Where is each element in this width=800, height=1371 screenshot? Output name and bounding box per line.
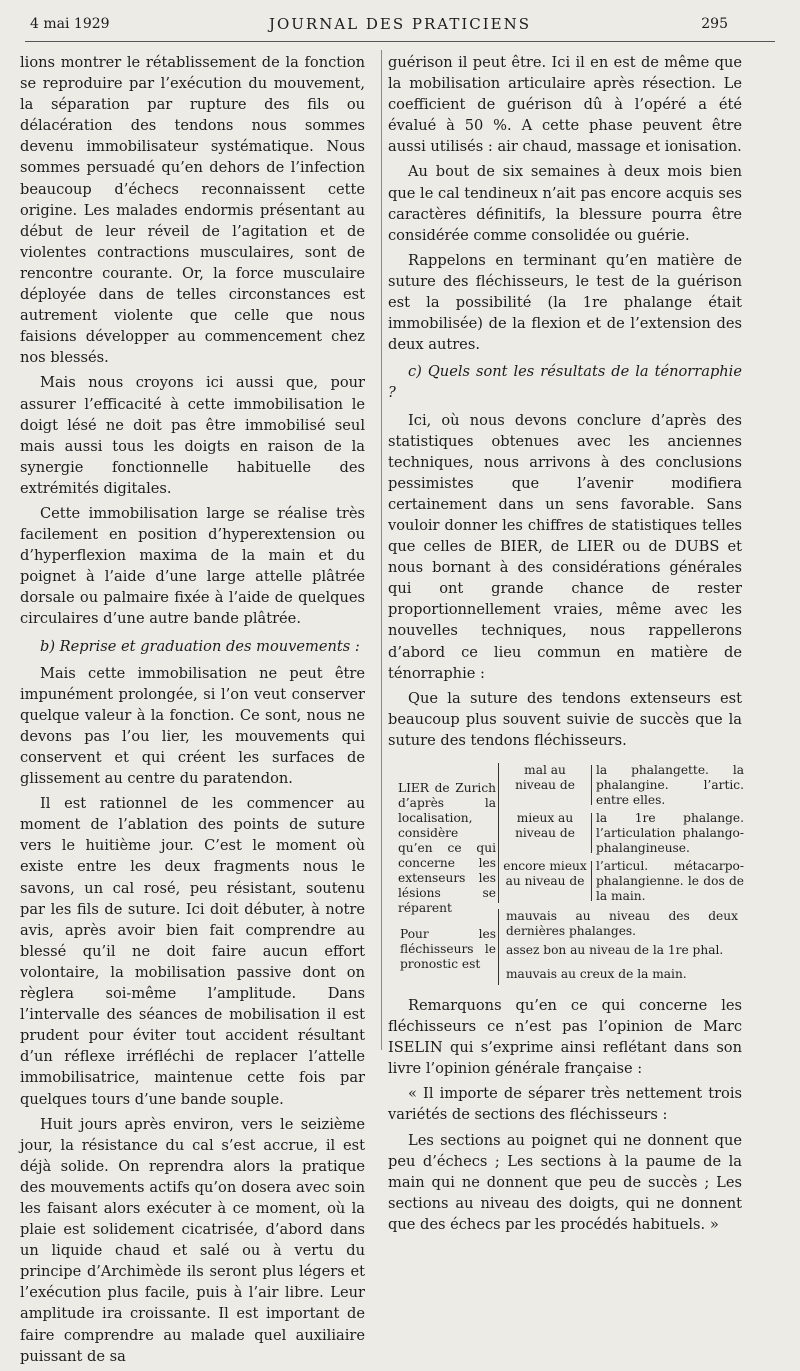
brace (591, 765, 592, 805)
table-row-left: mieux au niveau de (515, 811, 575, 840)
table-row-left: encore mieux au niveau de (503, 859, 587, 888)
flechisseur-row: mauvais au creux de la main. (506, 967, 687, 981)
paragraph: Ici, où nous devons conclure d’après des statistiques obtenues avec les anciennes techniques, nous arrivons à des conclusions pessimistes que l’avenir modifiera certainement dans un sens favorable. Sans vouloir donner les chiffres de statistiques telles que celles de BIER, de LIER ou de DUBS et nous bornant à des considérations générales qui ont grande chance de rester proportionnellement vraies, même avec les nouvelles techniques, nous rappellerons d’abord ce lieu commun en matière de ténorraphie : (388, 411, 742, 682)
paragraph: guérison il peut être. Ici il en est de même que la mobilisation articulaire après résection. Le coefficient de guérison dû à l’opéré a été évalué à 50 %. A cette phase peuvent être aussi utilisés : air chaud, massage et ionisation. (388, 54, 742, 156)
paragraph: Huit jours après environ, vers le seizième jour, la résistance du cal s’est accrue, il est déjà solide. On reprendra alors la pratique des mouvements actifs qu’on dosera avec soin les faisant alors exécuter à ce moment, où la plaie est solidement cicatrisée, d’abord dans un liquide chaud et salé ou à vertu du principe d’Archimède ils seront plus légers et l’exécution plus facile, puis à l’air libre. Leur amplitude ira croissante. Il est important de faire comprendre au malade quel auxiliaire puissant de sa (20, 1115, 365, 1365)
flechisseur-row: mauvais au niveau des deux dernières phalanges. (506, 909, 738, 938)
paragraph: Au bout de six semaines à deux mois bien que le cal tendineux n’ait pas encore acquis ses caractères définitifs, la blessure pourra être considérée comme consolidée ou guérie. (388, 163, 742, 244)
left-column (20, 52, 365, 1371)
right-column (388, 52, 742, 1239)
section-subtitle: c) Quels sont les résultats de la ténorraphie ? (388, 363, 742, 402)
pour-label: Pour les fléchisseurs le pronostic est (400, 927, 496, 971)
section-subtitle: b) Reprise et graduation des mouvements : (40, 637, 360, 655)
paragraph: Les sections au poignet qui ne donnent que peu d’échecs ; Les sections à la paume de la main qui ne donnent que peu de succès ; Les sections au niveau des doigts, qui ne donnent que des échecs par les procédés habituels. » (388, 1131, 742, 1233)
paragraph: Mais cette immobilisation ne peut être impunément prolongée, si l’on veut conserver quelque valeur à la fonction. Ce sont, nous ne devons pas l’ou lier, les mouvements qui conservent et qui créent les surfaces de glissement au centre du paratendon. (20, 664, 365, 788)
brace (498, 763, 499, 903)
issue-date: 4 mai 1929 (30, 16, 110, 32)
table-row-right: l’articul. métacarpo-phalangienne. le dos de la main. (596, 859, 744, 903)
flechisseur-row: assez bon au niveau de la 1re phal. (506, 943, 724, 957)
column-divider (381, 50, 382, 1050)
page-header (0, 14, 800, 36)
results-table (388, 759, 742, 989)
paragraph: « Il importe de séparer très nettement trois variétés de sections des fléchisseurs : (388, 1085, 742, 1124)
table-row-right: la phalangette. la phalangine. l’artic. entre elles. (596, 763, 744, 807)
header-rule (25, 41, 775, 42)
paragraph: Que la suture des tendons extenseurs est beaucoup plus souvent suivie de succès que la suture des tendons fléchisseurs. (388, 689, 742, 749)
brace (498, 909, 499, 985)
page-number: 295 (701, 16, 728, 32)
paragraph: Cette immobilisation large se réalise très facilement en position d’hyperextension ou d’hyperflexion maxima de la main et du poignet à l’aide d’une large attelle plâtrée dorsale ou palmaire fixée à l’aide de quelques circulaires d’une autre bande plâtrée. (20, 504, 365, 628)
lier-label: LIER de Zurich d’après la localisation, considère qu’en ce qui concerne les extenseurs les lésions se réparent (398, 781, 496, 915)
paragraph: lions montrer le rétablissement de la fonction se reproduire par l’exécution du mouvement, la séparation par rupture des fils ou délacération des tendons nous sommes devenu immobilisateur systématique. Nous sommes persuadé qu’en dehors de l’infection beaucoup d’échecs reconnaissent cette origine. Les malades endormis présentant au début de leur réveil de l’agitation et de violentes contractions musculaires, sont de rencontre courante. Or, la force musculaire déployée dans de telles circonstances est autrement violente que celle que nous faisions développer au commencement chez nos blessés. (20, 54, 365, 367)
paragraph: Il est rationnel de les commencer au moment de l’ablation des points de suture vers le huitième jour. C’est le moment où existe entre les deux fragments nous le savons, un cal rosé, peu résistant, soutenu par les fils de suture. Ici doit débuter, à notre avis, après avoir bien fait comprendre au blessé qu’il ne doit faire aucun effort volontaire, la mobilisation passive dont on règlera soi-même l’amplitude. Dans l’intervalle des séances de mobilisation il est prudent pour éviter tout accident résultant d’un réflexe irréfléchi de replacer l’attelle immobilisatrice, maintenue cette fois par quelques tours d’une bande souple. (20, 795, 365, 1108)
paragraph: Remarquons qu’en ce qui concerne les fléchisseurs ce n’est pas l’opinion de Marc ISELIN qui s’exprime ainsi reflétant dans son livre l’opinion générale française : (388, 997, 742, 1078)
journal-title: JOURNAL DES PRATICIENS (268, 15, 532, 33)
table-row-right: la 1re phalange. l’articulation phalango-phalangineuse. (596, 811, 744, 855)
brace (591, 861, 592, 901)
paragraph: Mais nous croyons ici aussi que, pour assurer l’efficacité à cette immobilisation le doigt lésé ne doit pas être immobilisé seul mais aussi tous les doigts en raison de la synergie fonctionnelle habituelle des extrémités digitales. (20, 374, 365, 497)
table-row-left: mal au niveau de (515, 763, 575, 792)
paragraph: Rappelons en terminant qu’en matière de suture des fléchisseurs, le test de la guérison est la possibilité (la 1re phalange était immobilisée) de la flexion et de l’extension des deux autres. (388, 251, 742, 354)
brace (591, 813, 592, 853)
